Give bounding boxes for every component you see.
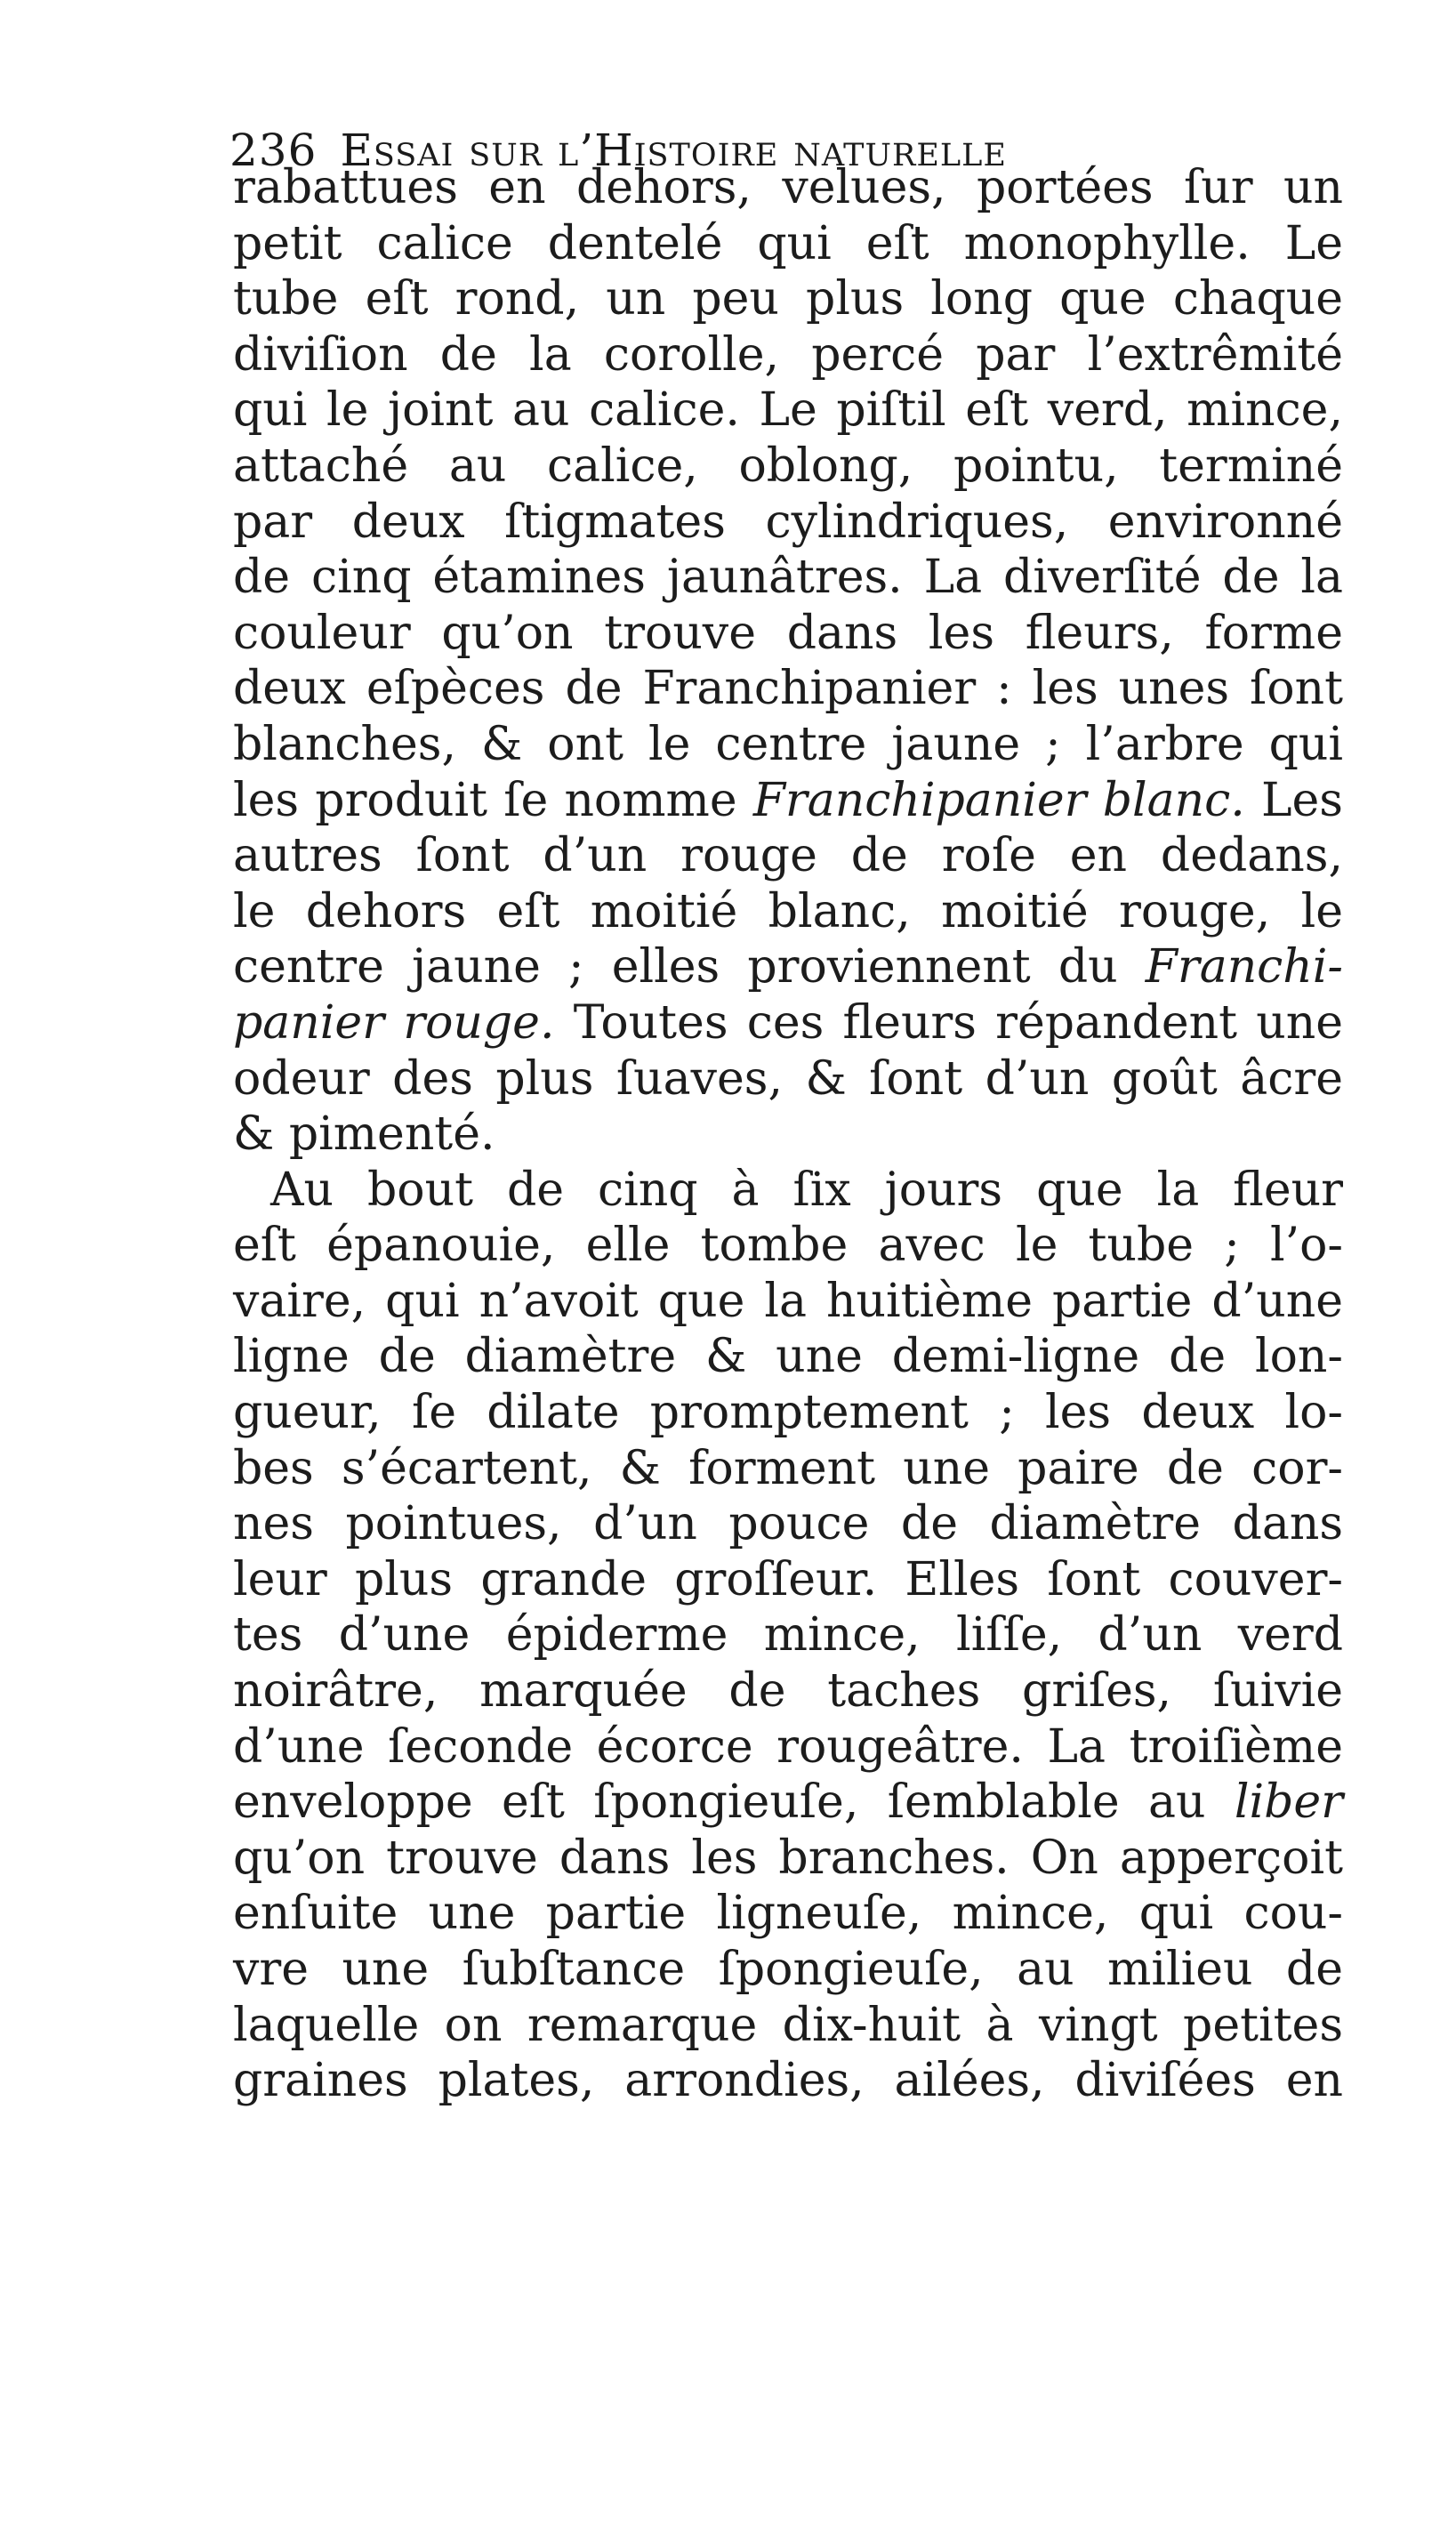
text-line: eſt épanouie, elle tombe avec le tube ; l’o- bbox=[233, 1219, 1343, 1273]
text-line: qui le joint au calice. Le piſtil eſt verd, mince, bbox=[233, 383, 1343, 438]
text-line: leur plus grande groſſeur. Elles ſont couver- bbox=[233, 1552, 1343, 1606]
italic-term: Franchipanier blanc. bbox=[752, 773, 1245, 827]
text-line: autres ſont d’un rouge de roſe en dedans, bbox=[233, 829, 1343, 883]
text-line: tube eſt rond, un peu plus long que chaque bbox=[233, 272, 1343, 326]
text-line: ligne de diamètre & une demi-ligne de lon- bbox=[233, 1330, 1343, 1384]
italic-term: liber bbox=[1234, 1775, 1343, 1830]
text-line: couleur qu’on trouve dans les fleurs, forme bbox=[233, 606, 1343, 660]
body-text bbox=[233, 160, 1343, 2109]
text-line: de cinq étamines jaunâtres. La diverſité de la bbox=[233, 551, 1343, 605]
text-line: & pimenté. bbox=[233, 1107, 495, 1162]
text-line bbox=[233, 939, 1343, 995]
text-line bbox=[233, 1775, 1343, 1831]
text-line: bes s’écartent, & forment une paire de cor- bbox=[233, 1441, 1343, 1495]
text-line: petit calice dentelé qui eſt monophylle. Le bbox=[233, 216, 1343, 270]
text-line: d’une ſeconde écorce rougeâtre. La troiſième bbox=[233, 1719, 1343, 1774]
page-number: 236 bbox=[229, 125, 318, 176]
text-line: enſuite une partie ligneuſe, mince, qui cou- bbox=[233, 1887, 1343, 1941]
text-line: blanches, & ont le centre jaune ; l’arbre qui bbox=[233, 717, 1343, 771]
italic-term: panier rouge. bbox=[233, 995, 555, 1050]
text-line: graines plates, arrondies, ailées, diviſées en bbox=[233, 2054, 1343, 2108]
text-line: rabattues en dehors, velues, portées ſur un bbox=[233, 161, 1343, 214]
text-line: attaché au calice, oblong, pointu, terminé bbox=[233, 439, 1343, 493]
text-segment: Les bbox=[1244, 773, 1343, 827]
text-line: noirâtre, marquée de taches griſes, ſuivie bbox=[233, 1664, 1343, 1719]
text-segment: enveloppe eſt ſpongieuſe, ſemblable au bbox=[233, 1775, 1235, 1830]
text-line bbox=[233, 995, 1343, 1051]
text-line: qu’on trouve dans les branches. On apperçoit bbox=[233, 1831, 1343, 1885]
text-line: odeur des plus ſuaves, & ſont d’un goût âcre bbox=[233, 1051, 1343, 1106]
text-line: gueur, ſe dilate promptement ; les deux lo- bbox=[233, 1386, 1343, 1440]
running-title: Essai sur l’Histoire naturelle bbox=[340, 125, 1007, 176]
text-line: laquelle on remarque dix-huit à vingt petites bbox=[233, 1998, 1343, 2052]
text-line: deux eſpèces de Franchipanier : les unes ſont bbox=[233, 662, 1343, 716]
text-line bbox=[233, 773, 1343, 829]
text-segment: les produit ſe nomme bbox=[233, 773, 753, 827]
text-segment: Toutes ces fleurs répandent une bbox=[554, 995, 1343, 1050]
text-line: tes d’une épiderme mince, liſſe, d’un verd bbox=[233, 1608, 1343, 1662]
text-line: vaire, qui n’avoit que la huitième partie d’une bbox=[233, 1274, 1343, 1328]
italic-term: Franchi- bbox=[1145, 940, 1343, 994]
text-line: Au bout de cinq à ſix jours que la fleur bbox=[270, 1163, 1343, 1217]
text-segment: centre jaune ; elles proviennent du bbox=[233, 940, 1146, 994]
text-line: vre une ſubſtance ſpongieuſe, au milieu de bbox=[233, 1943, 1343, 1996]
text-line: le dehors eſt moitié blanc, moitié rouge, le bbox=[233, 884, 1343, 938]
text-line: nes pointues, d’un pouce de diamètre dans bbox=[233, 1497, 1343, 1551]
text-line: diviſion de la corolle, percé par l’extrêmité bbox=[233, 327, 1343, 382]
text-line: par deux ſtigmates cylindriques, environné bbox=[233, 495, 1343, 549]
